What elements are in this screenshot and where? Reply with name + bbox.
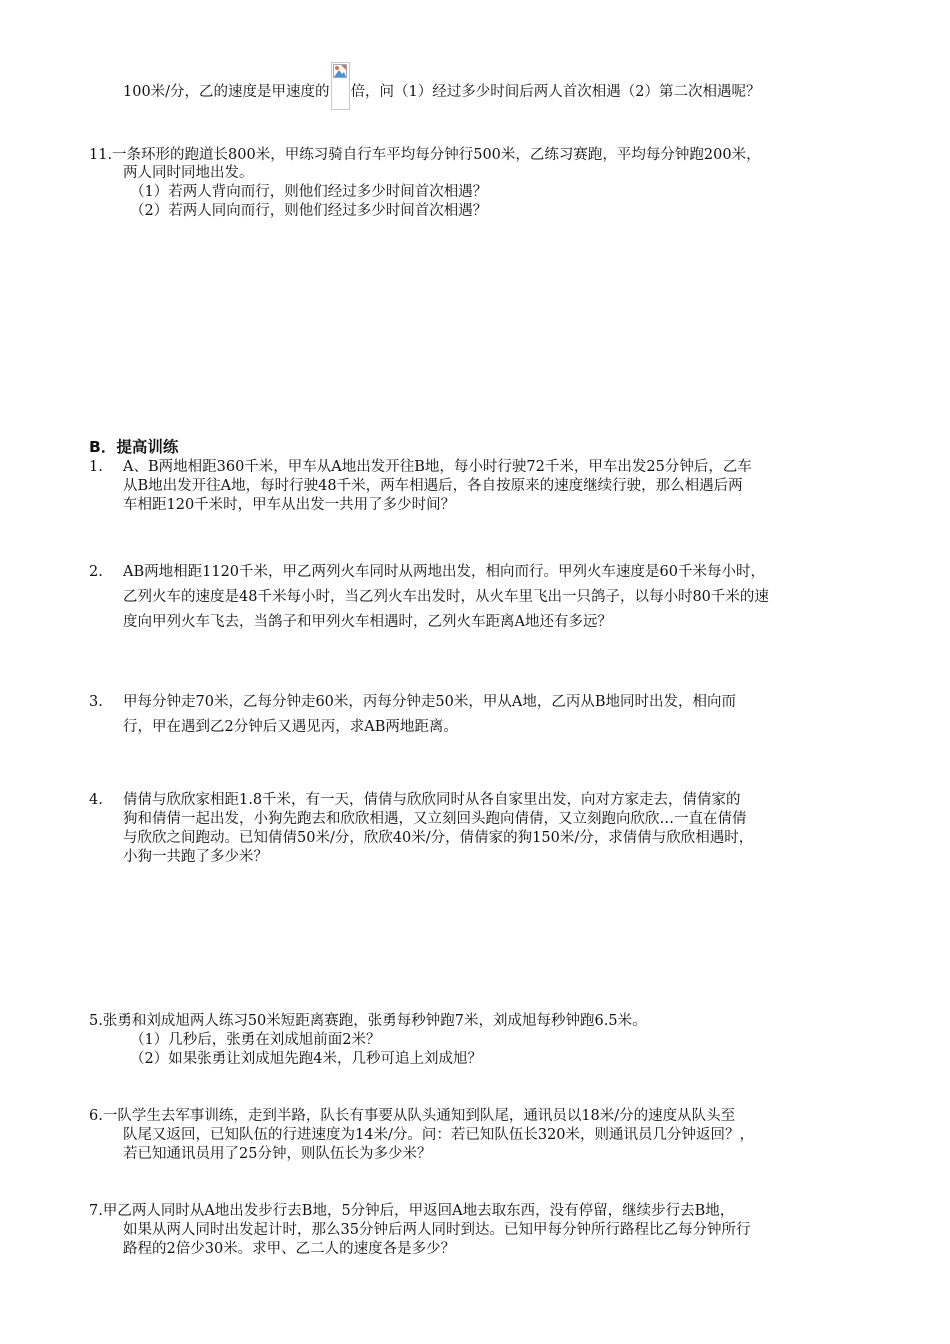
b4-number: 4. (89, 792, 103, 808)
q11-line2: 两人同时同地出发。 (123, 165, 254, 181)
q11-sub1: （1）若两人背向而行，则他们经过多少时间首次相遇？ (130, 184, 488, 200)
b2-line1: AB两地相距1120千米，甲乙两列火车同时从两地出发，相向而行。甲列火车速度是60千米每小时， (123, 564, 765, 580)
b6-line1: 6.一队学生去军事训练，走到半路，队长有事要从队头通知到队尾，通讯员以18米/分的速度从队头至 (89, 1108, 736, 1124)
q10-text-after: 倍，问（1）经过多少时间后两人首次相遇（2）第二次相遇呢？ (350, 84, 761, 100)
b6-line3: 若已知通讯员用了25分钟，则队伍长为多少米？ (123, 1146, 432, 1162)
q11-sub2: （2）若两人同向而行，则他们经过多少时间首次相遇？ (130, 203, 488, 219)
b3-line2: 行，甲在遇到乙2分钟后又遇见丙，求AB两地距离。 (123, 719, 458, 735)
b7-line1: 7.甲乙两人同时从A地出发步行去B地，5分钟后，甲返回A地去取东西，没有停留，继续步行去B地， (89, 1203, 735, 1219)
b3-number: 3. (89, 694, 103, 710)
broken-image-icon (331, 62, 350, 110)
b4-line2: 狗和倩倩一起出发，小狗先跑去和欣欣相遇，又立刻回头跑向倩倩，又立刻跑向欣欣…一直在倩倩 (123, 811, 747, 827)
b1-line1: A、B两地相距360千米，甲车从A地出发开往B地，每小时行驶72千米，甲车出发25分钟后，乙车 (123, 459, 752, 475)
b1-line2: 从B地出发开往A地，每时行驶48千米，两车相遇后，各自按原来的速度继续行驶，那么相遇后两 (123, 478, 743, 494)
b4-line4: 小狗一共跑了多少米？ (123, 849, 268, 865)
q10-text-before: 100米/分，乙的速度是甲速度的 (123, 84, 330, 100)
section-b-heading: B．提高训练 (89, 438, 179, 456)
b5-sub2: （2）如果张勇让刘成旭先跑4米，几秒可追上刘成旭？ (130, 1051, 482, 1067)
b7-line2: 如果从两人同时出发起计时，那么35分钟后两人同时到达。已知甲每分钟所行路程比乙每分钟所行 (123, 1222, 751, 1238)
b6-line2: 队尾又返回，已知队伍的行进速度为14米/分。问：若已知队伍长320米，则通讯员几分钟返回？， (123, 1127, 755, 1143)
b4-line3: 与欣欣之间跑动。已知倩倩50米/分，欣欣40米/分，倩倩家的狗150米/分，求倩倩与欣欣相遇时， (123, 830, 754, 846)
b5-line1: 5.张勇和刘成旭两人练习50米短距离赛跑，张勇每秒钟跑7米，刘成旭每秒钟跑6.5米。 (89, 1013, 647, 1029)
q10-tail-line (123, 68, 761, 116)
b2-line2: 乙列火车的速度是48千米每小时，当乙列火车出发时，从火车里飞出一只鸽子，以每小时80千米的速 (123, 589, 769, 605)
b7-line3: 路程的2倍少30米。求甲、乙二人的速度各是多少？ (123, 1241, 456, 1257)
b5-sub1: （1）几秒后，张勇在刘成旭前面2米？ (130, 1032, 381, 1048)
q11-line1: 11.一条环形的跑道长800米，甲练习骑自行车平均每分钟行500米，乙练习赛跑，平均每分钟跑200米， (89, 147, 761, 163)
b2-number: 2. (89, 564, 103, 580)
b1-line3: 车相距120千米时，甲车从出发一共用了多少时间？ (123, 497, 456, 513)
b1-number: 1. (89, 459, 103, 475)
b4-line1: 倩倩与欣欣家相距1.8千米，有一天，倩倩与欣欣同时从各自家里出发，向对方家走去，倩倩家的 (123, 792, 741, 808)
b2-line3: 度向甲列火车飞去，当鸽子和甲列火车相遇时，乙列火车距离A地还有多远？ (123, 614, 612, 630)
b3-line1: 甲每分钟走70米，乙每分钟走60米，丙每分钟走50米，甲从A地，乙丙从B地同时出发，相向而 (123, 694, 736, 710)
